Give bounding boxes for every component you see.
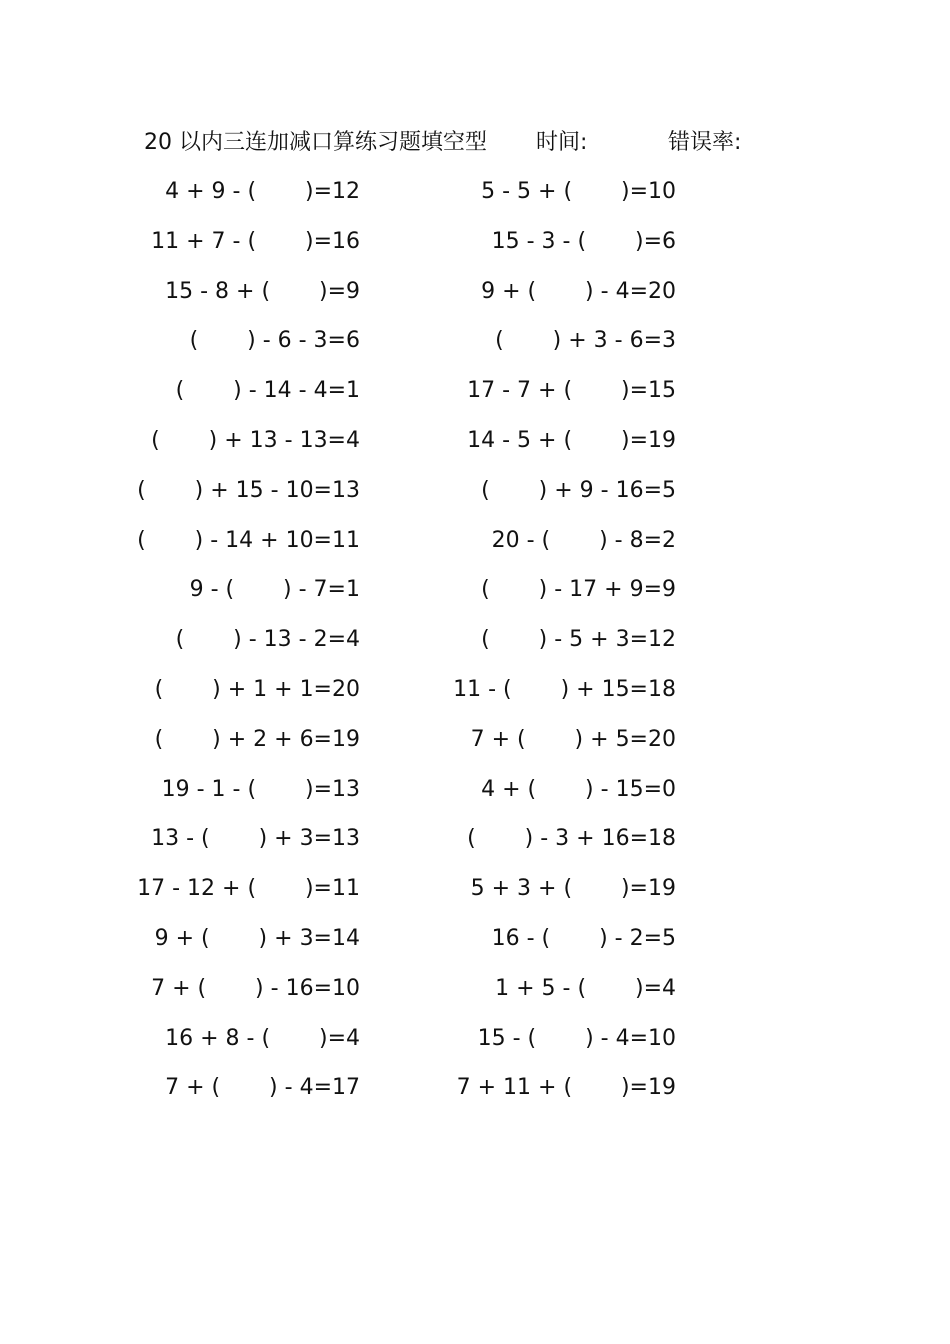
problem-item: ( ) - 6 - 3=6 (189, 328, 360, 354)
problem-item: ( ) - 17 + 9=9 (481, 577, 676, 603)
problem-item: 16 + 8 - ( )=4 (165, 1025, 360, 1051)
problem-item: ( ) + 9 - 16=5 (481, 477, 676, 503)
problem-item: ( ) - 13 - 2=4 (175, 627, 360, 653)
problem-item: 15 - ( ) - 4=10 (477, 1025, 676, 1051)
problem-item: ( ) - 3 + 16=18 (467, 826, 676, 852)
problem-item: 17 - 12 + ( )=11 (137, 876, 360, 902)
problem-item: 9 - ( ) - 7=1 (189, 577, 360, 603)
problem-item: 19 - 1 - ( )=13 (161, 776, 360, 802)
problem-item: 11 - ( ) + 15=18 (453, 676, 676, 702)
time-label: 时间: (536, 130, 588, 155)
problem-item: 7 + ( ) - 4=17 (165, 1075, 360, 1101)
problem-item: 17 - 7 + ( )=15 (467, 378, 676, 404)
problem-item: 4 + ( ) - 15=0 (481, 776, 676, 802)
problem-item: 7 + 11 + ( )=19 (456, 1075, 676, 1101)
problem-item: ( ) + 15 - 10=13 (137, 477, 360, 503)
problem-item: 14 - 5 + ( )=19 (467, 427, 676, 453)
error-rate-label: 错误率: (668, 130, 742, 155)
problem-item: 1 + 5 - ( )=4 (495, 975, 676, 1001)
worksheet-title: 20 以内三连加减口算练习题填空型 (144, 130, 487, 155)
problem-item: 20 - ( ) - 8=2 (491, 527, 676, 553)
problem-item: 4 + 9 - ( )=12 (165, 179, 360, 204)
worksheet-header (144, 126, 784, 160)
problem-item: 15 - 3 - ( )=6 (491, 228, 676, 254)
problem-item: 7 + ( ) - 16=10 (151, 975, 360, 1001)
left-problem-column (100, 172, 360, 1118)
problem-item: 15 - 8 + ( )=9 (165, 278, 360, 304)
problem-item: 9 + ( ) - 4=20 (481, 278, 676, 304)
problem-item: 7 + ( ) + 5=20 (470, 726, 676, 752)
problem-item: ( ) + 13 - 13=4 (151, 427, 360, 453)
problem-item: ( ) + 3 - 6=3 (495, 328, 676, 354)
problem-item: ( ) + 1 + 1=20 (154, 676, 360, 702)
problem-item: 5 - 5 + ( )=10 (481, 179, 676, 204)
problem-item: 16 - ( ) - 2=5 (491, 925, 676, 951)
problem-item: ( ) - 14 - 4=1 (175, 378, 360, 404)
problem-item: ( ) + 2 + 6=19 (154, 726, 360, 752)
problem-item: ( ) - 5 + 3=12 (481, 627, 676, 653)
problem-item: 9 + ( ) + 3=14 (154, 925, 360, 951)
problem-item: 11 + 7 - ( )=16 (151, 228, 360, 254)
problem-item: 13 - ( ) + 3=13 (151, 826, 360, 852)
problem-item: ( ) - 14 + 10=11 (137, 527, 360, 553)
problem-item: 5 + 3 + ( )=19 (470, 876, 676, 902)
right-problem-column (420, 172, 680, 1118)
